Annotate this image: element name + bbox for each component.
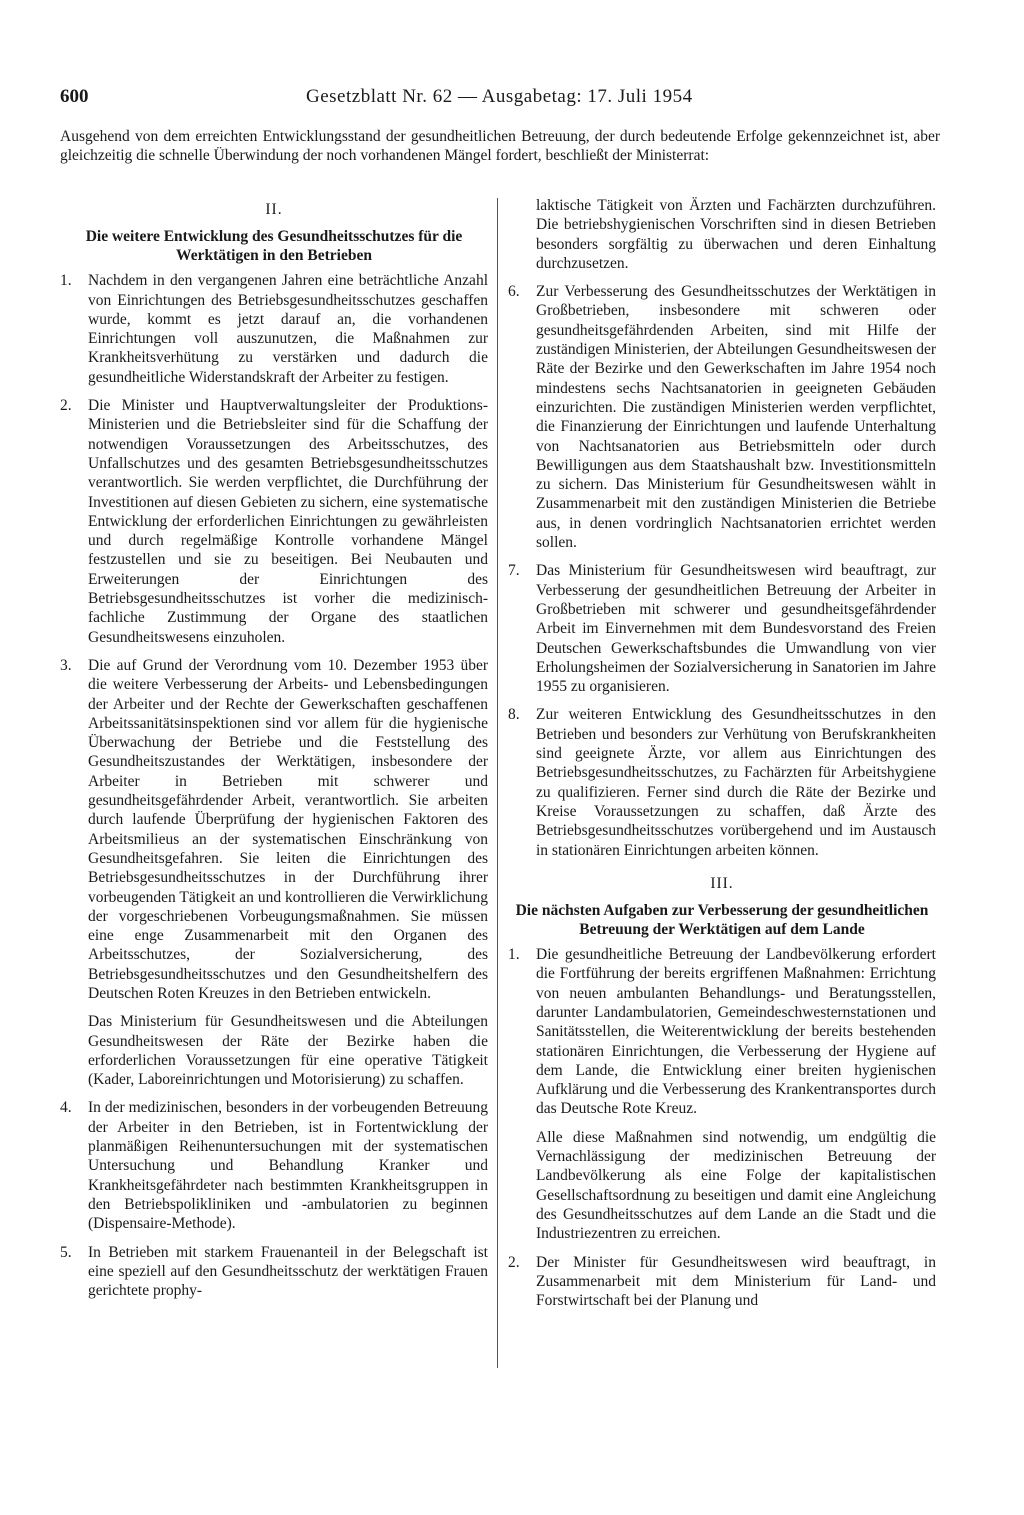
- left-column: [60, 200, 488, 1309]
- list-item: [508, 945, 936, 1119]
- item-text: Nachdem in den vergangenen Jahren eine beträchtliche Anzahl von Einrichtungen des Betriebsgesundheitsschutzes geschaffen wurde, kommt es jetzt darauf an, die vorhandenen Einrichtungen voll auszunutzen, die Maßnahmen zur Krankheitsverhütung zu verstärken und dadurch die gesundheitliche Widerstandskraft der Arbeiter zu festigen.: [88, 272, 488, 386]
- item-text: Zur Verbesserung des Gesundheitsschutzes der Werktätigen in Großbetrieben, insbesondere mit schweren oder gesundheitsgefährdenden Arbeiten, sind mit Hilfe der zuständigen Ministerien, der Abteilungen Gesundheitswesen der Räte der Bezirke und den Gewerkschaften im Jahre 1954 noch mindestens sechs Nachtsanatorien in geeigneten Gebäuden einzurichten. Die zuständigen Ministerien werden verpflichtet, die Finanzierung der Einrichtungen und laufende Unterhaltung von Nachtsanatorien aus Betriebsmitteln oder durch Bewilligungen aus dem Staatshaushalt bzw. Investitionsmitteln zu sichern. Das Ministerium für Gesundheitswesen wählt in Zusammenarbeit mit den zuständigen Ministerien die Betriebe aus, in denen vordringlich Nachtsanatorien errichtet werden sollen.: [536, 283, 936, 552]
- item-text: In Betrieben mit starkem Frauenanteil in der Belegschaft ist eine speziell auf den Gesundheitsschutz der werktätigen Frauen gerichtete prophy-: [88, 1243, 488, 1300]
- item-text: Der Minister für Gesundheitswesen wird beauftragt, in Zusammenarbeit mit dem Ministerium für Land- und Forstwirtschaft bei der Planung und: [536, 1253, 936, 1310]
- list-item: [508, 1253, 936, 1311]
- list-item: [508, 705, 936, 859]
- item-number: 5.: [60, 1243, 72, 1261]
- section-2-title: Die weitere Entwicklung des Gesundheitsschutzes für die Werktätigen in den Betrieben: [85, 228, 463, 265]
- item-text: Das Ministerium für Gesundheitswesen wird beauftragt, zur Verbesserung der gesundheitlichen Betreuung der Arbeiter in Großbetrieben mit schwerer und gesundheitsgefährdender Arbeit im Einvernehmen mit dem Bundesvorstand des Freien Deutschen Gewerkschaftsbundes die Umwandlung von vier Erholungsheimen der Sozialversicherung in Sanatorien im Jahre 1955 zu organisieren.: [536, 562, 936, 696]
- item-text: In der medizinischen, besonders in der vorbeugenden Betreuung der Arbeiter in den Betrieben, ist in Fortentwicklung der planmäßigen Reihenuntersuchungen mit der systematischen Untersuchung und Behandlung Kranker und Krankheitsgefährdeter nach bestimmten Krankheitsgruppen in den Betriebspolikliniken und -ambulatorien zu beginnen (Dispensaire-Methode).: [88, 1099, 488, 1233]
- intro-paragraph: Ausgehend von dem erreichten Entwicklungsstand der gesundheitlichen Betreuung, der durch bedeutende Erfolge gekennzeichnet ist, aber gleichzeitig die schnelle Überwindung der noch vorhandenen Mängel fordert, beschließt der Ministerrat:: [60, 128, 940, 164]
- list-item: [60, 271, 488, 387]
- item-number: 8.: [508, 706, 520, 724]
- list-item: [60, 1098, 488, 1233]
- list-item: [60, 656, 488, 1003]
- item-continuation: laktische Tätigkeit von Ärzten und Fachärzten durchzuführen. Die betriebshygienischen Vorschriften sind in diesen Betrieben besonders sorgfältig zu überwachen und deren Einhaltung durchzusetzen.: [536, 197, 936, 272]
- item-paragraph: Das Ministerium für Gesundheitswesen und die Abteilungen Gesundheitswesen der Räte der Bezirke haben die erforderlichen Voraussetzungen für eine operative Tätigkeit (Kader, Laboreinrichtungen und Motorisierung) zu schaffen.: [88, 1013, 488, 1089]
- item-number: 1.: [508, 946, 520, 964]
- item-number: 4.: [60, 1099, 72, 1117]
- column-divider: [497, 198, 498, 1368]
- list-item: [508, 282, 936, 552]
- item-number: 7.: [508, 562, 520, 580]
- item-number: 1.: [60, 272, 72, 290]
- item-number: 3.: [60, 656, 72, 674]
- item-number: 2.: [60, 397, 72, 415]
- item-text: Die auf Grund der Verordnung vom 10. Dezember 1953 über die weitere Verbesserung der Arbeits- und Lebensbedingungen der Arbeiter und der Rechte der Gewerkschaften geschaffenen Arbeitssanitätsinspektionen sind vor allem für die hygienische Überwachung der Betriebe und die Feststellung des Gesundheitszustandes der Werktätigen, insbesondere der Arbeiter in Betrieben mit schwerer und gesundheitsgefährdender Arbeit, verantwortlich. Sie arbeiten durch laufende Überprüfung der hygienischen Faktoren des Arbeitsmilieus an der systematischen Einschränkung von Gesundheitsgefahren. Sie leiten die Einrichtungen des Betriebsgesundheitsschutzes in der Durchführung ihrer vorbeugenden Tätigkeit an und kontrollieren die Verwirklichung der vorgeschriebenen Vorbeugungsmaßnahmen. Sie müssen eine enge Zusammenarbeit mit den Organen des Arbeitsschutzes, der Sozialversicherung, des Betriebsgesundheitsschutzes und den Gesundheitshelfern des Deutschen Roten Kreuzes in den Betrieben entwickeln.: [88, 656, 488, 1002]
- item-paragraph: Alle diese Maßnahmen sind notwendig, um endgültig die Vernachlässigung der medizinischen Betreuung der Landbevölkerung als eine Folge der kapitalistischen Gesellschaftsordnung zu beseitigen und damit eine Angleichung des Gesundheitsschutzes auf dem Lande an die Stadt und die Industriezentren zu erreichen.: [536, 1128, 936, 1243]
- item-number: 6.: [508, 283, 520, 301]
- right-column: [508, 196, 936, 1319]
- item-number: 2.: [508, 1253, 520, 1271]
- list-item: [60, 1243, 488, 1301]
- section-3-number: III.: [710, 874, 734, 892]
- page-number: 600: [60, 86, 89, 107]
- gazette-title: Gesetzblatt Nr. 62 — Ausgabetag: 17. Juli 1954: [306, 86, 693, 107]
- item-text: Zur weiteren Entwicklung des Gesundheitsschutzes in den Betrieben und besonders zur Verhütung von Berufskrankheiten sind geeignete Ärzte, vor allem aus Einrichtungen des Betriebsgesundheitsschutzes, zu Fachärzten für Arbeitshygiene zu qualifizieren. Ferner sind durch die Räte der Bezirke und Kreise Voraussetzungen zu schaffen, daß Ärzte des Betriebsgesundheitsschutzes vorübergehend und im Austausch in stationären Einrichtungen arbeiten können.: [536, 706, 936, 859]
- section-3-title: Die nächsten Aufgaben zur Verbesserung der gesundheitlichen Betreuung der Werktätigen auf dem Lande: [515, 902, 929, 939]
- item-text: Die Minister und Hauptverwaltungsleiter der Produktions-Ministerien und die Betriebsleiter sind für die Schaffung der notwendigen Voraussetzungen des Arbeitsschutzes, des Unfallschutzes und des gesamten Betriebsgesundheitsschutzes verantwortlich. Sie werden verpflichtet, die Durchführung der Investitionen auf diesen Gebieten zu sichern, eine systematische Entwicklung der erforderlichen Einrichtungen zu gewährleisten und durch regelmäßige Kontrolle vorhandene Mängel festzustellen und sie zu beseitigen. Bei Neubauten und Erweiterungen der Einrichtungen des Betriebsgesundheitsschutzes ist vorher die medizinisch-fachliche Zustimmung der Organe des staatlichen Gesundheitswesens einzuholen.: [88, 397, 488, 646]
- section-2-number: II.: [265, 201, 283, 218]
- list-item: [508, 561, 936, 696]
- page-header: [60, 86, 940, 112]
- list-item: [60, 396, 488, 647]
- item-text: Die gesundheitliche Betreuung der Landbevölkerung erfordert die Fortführung der bereits ergriffenen Maßnahmen: Errichtung von neuen ambulanten Behandlungs- und Beratungsstellen, darunter Landambulatorien, Gemeindeschwesternstationen und Sanitätsstellen, die Weiterentwicklung der bereits bestehenden stationären Einrichtungen, die Verbesserung der Hygiene auf dem Lande, die Entwicklung einer breiten hygienischen Aufklärung und die Verbesserung des Krankentransportes durch das Deutsche Rote Kreuz.: [536, 946, 936, 1118]
